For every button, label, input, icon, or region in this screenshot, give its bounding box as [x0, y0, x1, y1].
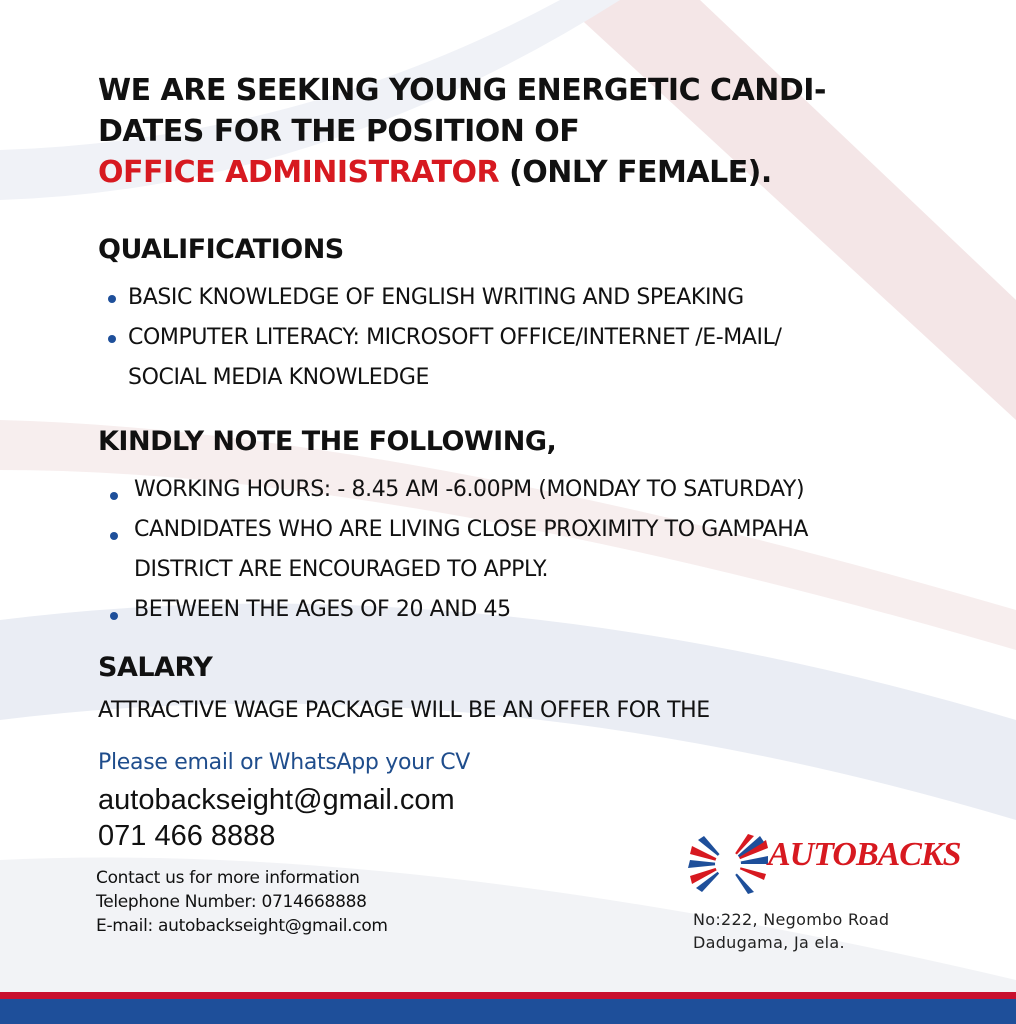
- list-item: COMPUTER LITERACY: MICROSOFT OFFICE/INTERNET /E-MAIL/: [98, 318, 978, 358]
- qualifications-list: [98, 278, 978, 398]
- salary-heading: SALARY: [98, 652, 213, 683]
- list-item-continuation: SOCIAL MEDIA KNOWLEDGE: [128, 365, 429, 390]
- address-line-2: Dadugama, Ja ela.: [693, 933, 845, 952]
- contact-intro: Contact us for more information: [96, 868, 360, 888]
- headline-line-2: DATES FOR THE POSITION OF: [98, 114, 580, 149]
- contact-email[interactable]: E-mail: autobackseight@gmail.com: [96, 916, 388, 936]
- footer-blue-bar: [0, 999, 1016, 1024]
- address-line-1: No:222, Negombo Road: [693, 910, 890, 929]
- notes-list: [98, 470, 998, 630]
- list-item-continuation: DISTRICT ARE ENCOURAGED TO APPLY.: [134, 557, 549, 582]
- autobacks-logo: [688, 830, 961, 894]
- address-block: [693, 908, 889, 954]
- list-item: WORKING HOURS: - 8.45 AM -6.00PM (MONDAY TO SATURDAY): [98, 470, 998, 510]
- position-title: OFFICE ADMINISTRATOR: [98, 155, 500, 190]
- bullet-icon: [110, 492, 118, 500]
- headline-line-1: WE ARE SEEKING YOUNG ENERGETIC CANDI-: [98, 73, 826, 108]
- apply-phone[interactable]: 071 466 8888: [98, 820, 276, 852]
- headline-suffix: (ONLY FEMALE).: [499, 155, 772, 190]
- bullet-icon: [108, 335, 116, 343]
- autobacks-flag-logo-icon: [688, 834, 768, 894]
- notes-heading: KINDLY NOTE THE FOLLOWING,: [98, 426, 557, 457]
- logo-wordmark: AUTOBACKS: [768, 836, 961, 873]
- contact-block: [96, 866, 388, 938]
- list-item: BASIC KNOWLEDGE OF ENGLISH WRITING AND SPEAKING: [98, 278, 978, 318]
- apply-email[interactable]: autobackseight@gmail.com: [98, 784, 455, 816]
- headline-line-3: [98, 152, 938, 193]
- bullet-icon: [110, 532, 118, 540]
- apply-cta: Please email or WhatsApp your CV: [98, 750, 471, 775]
- qualifications-heading: QUALIFICATIONS: [98, 234, 344, 265]
- list-item: BETWEEN THE AGES OF 20 AND 45: [98, 590, 998, 630]
- headline: [98, 70, 938, 193]
- bullet-icon: [110, 612, 118, 620]
- footer-red-bar: [0, 992, 1016, 999]
- list-item: CANDIDATES WHO ARE LIVING CLOSE PROXIMITY TO GAMPAHA: [98, 510, 998, 550]
- contact-telephone[interactable]: Telephone Number: 0714668888: [96, 892, 367, 912]
- salary-text: ATTRACTIVE WAGE PACKAGE WILL BE AN OFFER FOR THE: [98, 698, 710, 723]
- bullet-icon: [108, 295, 116, 303]
